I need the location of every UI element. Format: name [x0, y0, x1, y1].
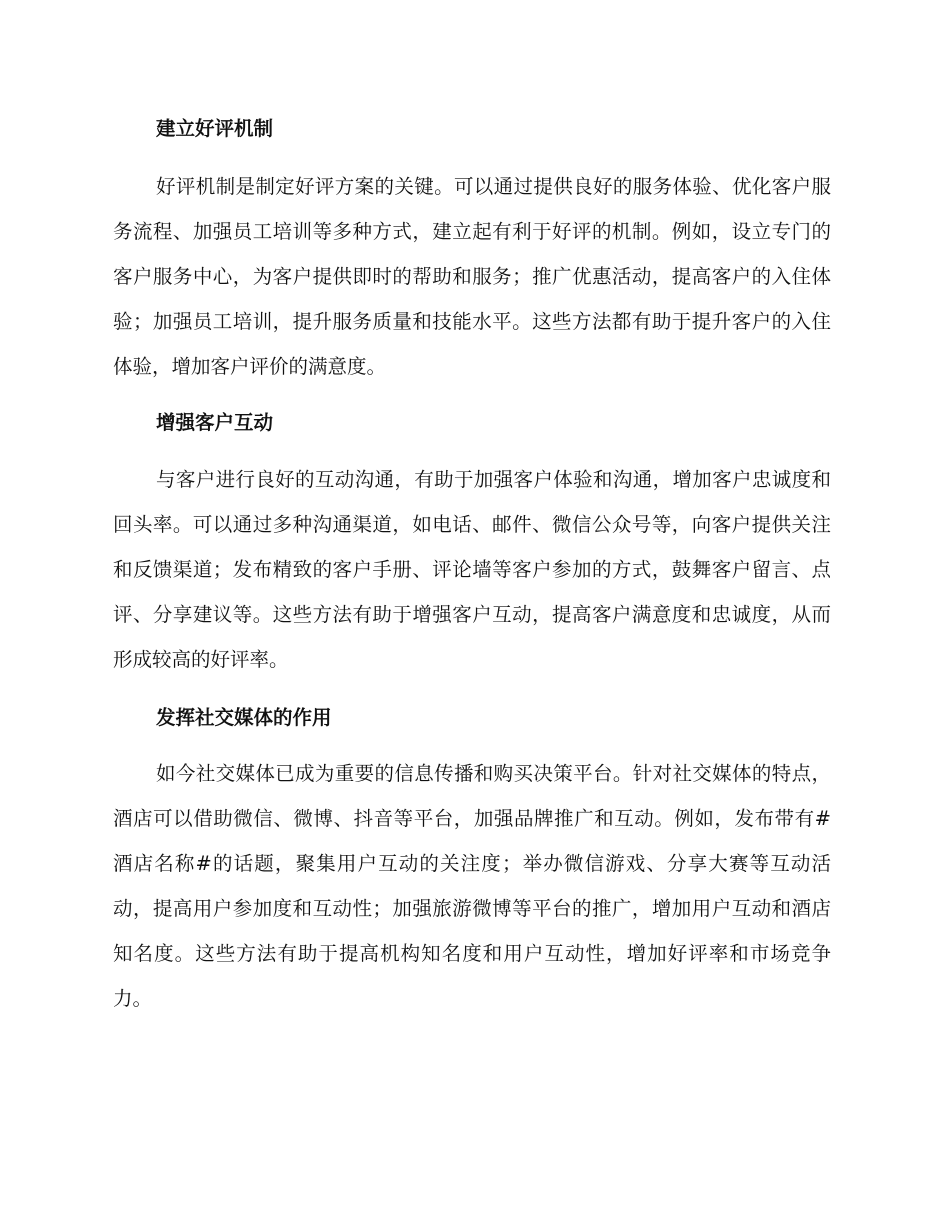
- section-heading-social-media: 发挥社交媒体的作用: [156, 706, 332, 729]
- section-body-social-media: 如今社交媒体已成为重要的信息传播和购买决策平台。针对社交媒体的特点，酒店可以借助微信、微博、抖音等平台，加强品牌推广和互动。例如，发布带有#酒店名称#的话题，聚集用户互动的关注度；举办微信游戏、分享大赛等互动活动，提高用户参加度和互动性；加强旅游微博等平台的推广，增加用户互动和酒店知名度。这些方法有助于提高机构知名度和用户互动性，增加好评率和市场竞争力。: [113, 762, 831, 1010]
- section-heading-positive-review-mechanism: 建立好评机制: [156, 117, 274, 140]
- section-heading-customer-interaction: 增强客户互动: [156, 411, 274, 434]
- section-body-positive-review-mechanism: 好评机制是制定好评方案的关键。可以通过提供良好的服务体验、优化客户服务流程、加强员工培训等多种方式，建立起有利于好评的机制。例如，设立专门的客户服务中心，为客户提供即时的帮助和服务；推广优惠活动，提高客户的入住体验；加强员工培训，提升服务质量和技能水平。这些方法都有助于提升客户的入住体验，增加客户评价的满意度。: [113, 175, 831, 378]
- section-body-customer-interaction: 与客户进行良好的互动沟通，有助于加强客户体验和沟通，增加客户忠诚度和回头率。可以通过多种沟通渠道，如电话、邮件、微信公众号等，向客户提供关注和反馈渠道；发布精致的客户手册、评论墙等客户参加的方式，鼓舞客户留言、点评、分享建议等。这些方法有助于增强客户互动，提高客户满意度和忠诚度，从而形成较高的好评率。: [113, 468, 831, 671]
